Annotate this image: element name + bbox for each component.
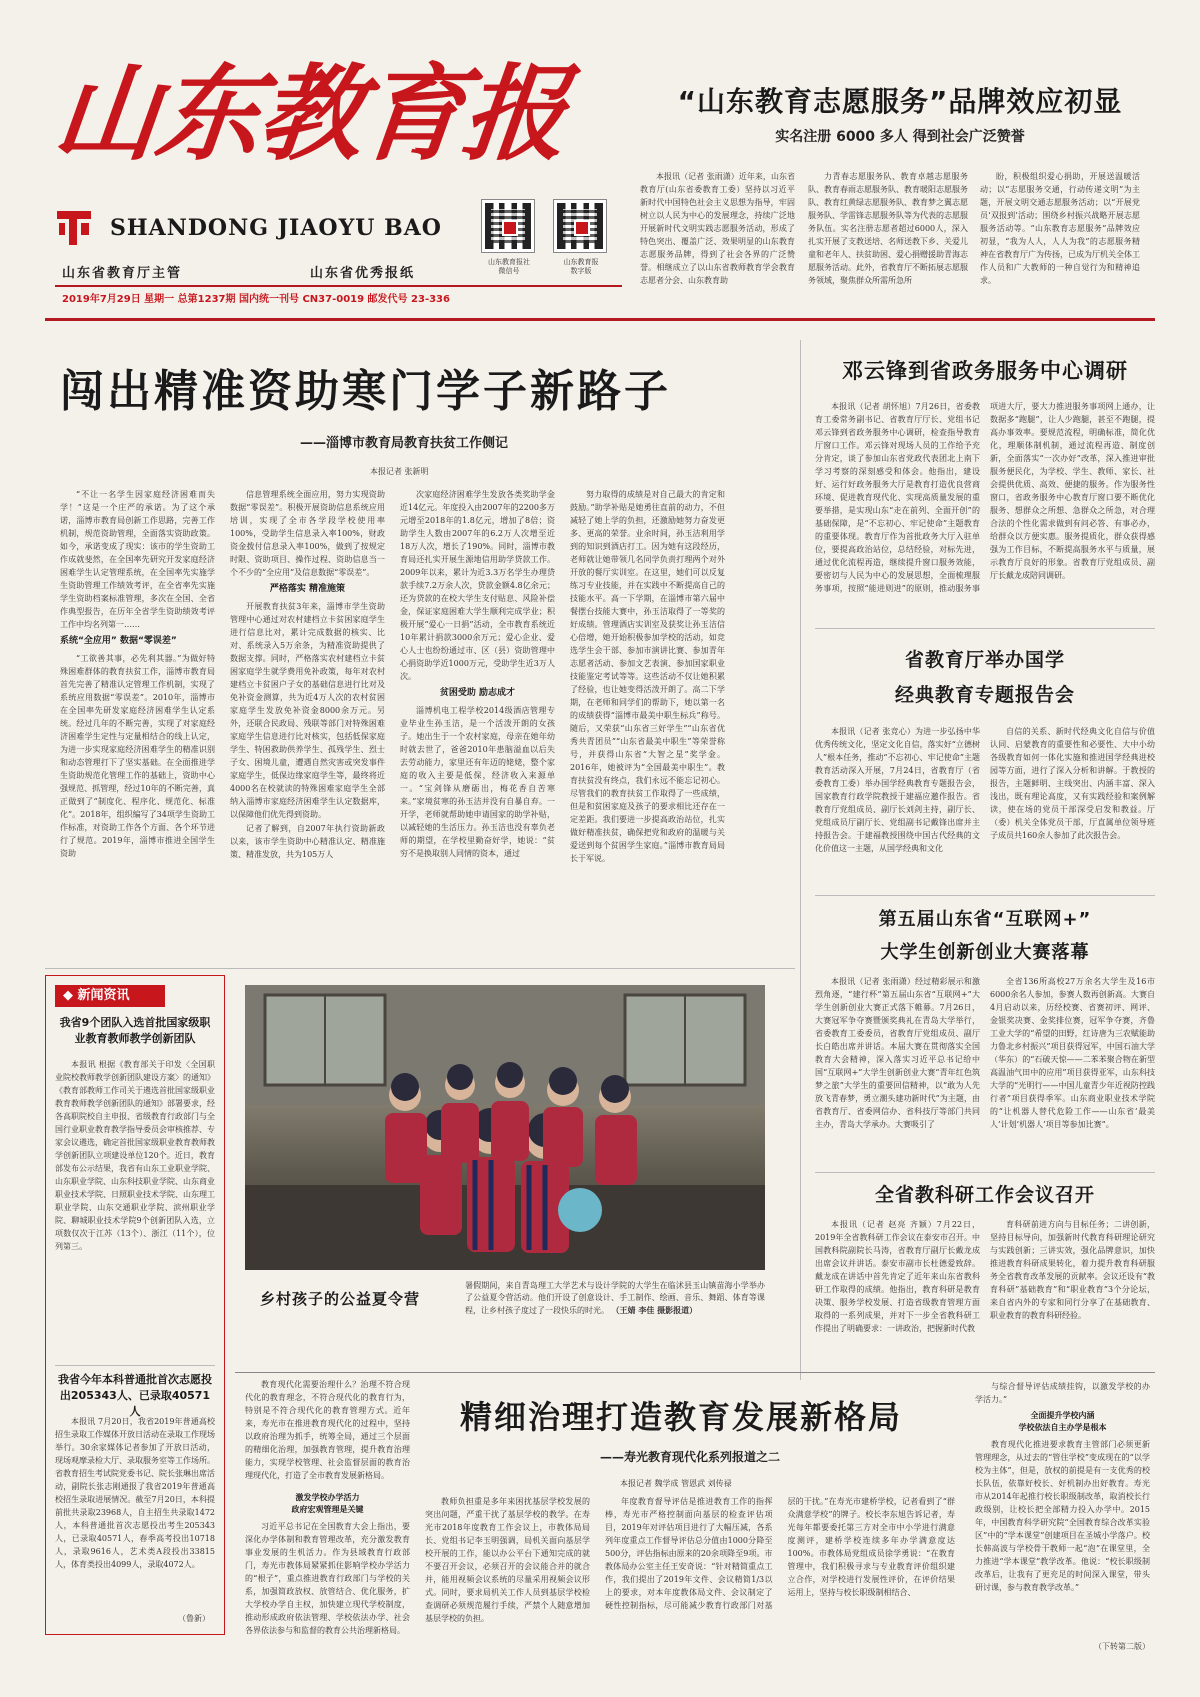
report-meeting-title-1: 省教育厅举办国学: [904, 649, 1065, 671]
news-brief-text-2: 本报讯 7月20日，我省2019年普通高校招生录取工作媒体开放日活动在录取工作现场举行。30余家媒体记者参加了开放日活动，现场观摩录检大厅、录取服务室等工作场所。省教育招生考试院党委书记、院长张琳出席活动，副院长张志刚通报了我省2019年普通高校招生录取进展情况。截至7月20日，本科提前批共录取23968人，自主招生共录取1472人，本科普通批首次志愿投出考生205343人，已录取40571人，春季高考投出10718人，录取9616人，艺术类A段投出33815人，体育类投出4099人，录取4072人。: [55, 1417, 215, 1569]
qr-code-digital[interactable]: [554, 200, 606, 252]
lead-col1: “不让一名学生因家庭经济困难而失学！”这是一个庄严的承诺。为了这个承诺，淄博市教育局创新工作思路，完善工作机制，规范资助管理，全面落实资助政策。如今，承诺变成了现实：该市的学生资助工作成就斐然，在全国率先研究开发家庭经济困难学生认定管理系统，在全国率先实施学生资助管理工作绩效考评，在全省率先实施学生资助档案标准管理，多次在全国、全省作典型报告，在历年全省学生资助绩效考评工作中均名列第一…… 系统“全应用” 数据“零误差” “工欲善其事，必先利其器。”为做好特殊困难群体的教育扶贫工作，淄博市教育局首先完善了精准认定管理工作机制，实现了系统应用数据“零误差”。2010年，淄博市在全国率先研发家庭经济困难学生认定系统。经过几年的不断完善，实现了对家庭经济困难学生定性与定量相结合的线上认定，为进一步实现家庭经济困难学生的精准识别和动态管理打下了坚实基础。在全面推进学生资助规范化管理工作的基础上，资助中心强规范、抓管理，经过10年的不断完善，真正做到了“制度化、程序化、规范化、标准化”。2018年，组织编写了34项学生资助工作标准，对资助工作各个方面、各个环节进行了规范。2019年，淄博市推进全国学生资助: [60, 490, 215, 858]
bottom-col1: 习近平总书记在全国教育大会上指出，要深化办学体制和教育管理改革，充分激发教育事业发展的生机活力。作为县域教育行政部门，寿光市教体局紧紧抓住影响学校办学活力的“根子”，重点推进教育行政部门与学校的关系，加强简政放权、放管结合、优化服务，扩大学校办学自主权，加快建立现代学校制度，推动形成政府依法管理、学校依法办学、社会各界依法参与和监督的教育公共治理新格局。: [245, 1522, 410, 1635]
bottom-subhead-2: 全面提升学校内涵 学校依法自主办学是根本: [1018, 1411, 1107, 1432]
news-brief-text-1: 本报讯 根据《教育部关于印发〈全国职业院校教师教学创新团队建设方案〉的通知》《教育部教师工作司关于遴选首批国家级职业教育教师教学创新团队的通知》部署要求，经各高职院校自主申报、省级教育行政部门与全国行业职业教育教学指导委员会审核推荐、专家会议遴选，确定首批国家级职业教育教师教学创新团队立项建设单位120个。近日，教育部发布公示结果，我省有山东工业职业学院、山东职业学院、山东科技职业学院、山东商业职业技术学院、日照职业技术学院、山东理工职业学院、山东交通职业学院、滨州职业学院、聊城职业技术学院9个创新团队入选，立项数仅次于江苏（13个）、浙江（11个），位列第三。: [55, 1060, 215, 1251]
bottom-subhead-1: 激发学校办学活力 政府宏观管理是关键: [291, 1493, 364, 1514]
photo-title: 乡村孩子的公益夏令营: [260, 1290, 421, 1308]
deng-body: 本报讯（记者 胡怀旭）7月26日，省委教育工委常务副书记、省教育厅厅长、党组书记邓云锋到省政务服务中心调研，检查指导教育厅窗口工作。邓云锋对现场人员的工作给予充分肯定，谈了参加山东省党政代表团北上南下学习考察的深刻感受和体会。他指出，建设好、运行好政务服务大厅是教育打造优良营商环境、促进教育现代化、实现高质量发展的重要举措，是实现山东“走在前列、全面开创”的基础保障，是“不忘初心、牢记使命”主题教育的重要体现。教育厅作为首批政务大厅入驻单位，要提高政治站位，总结经验，对标先进，通过优化流程再造，继续提升窗口服务效能，要密切与人民为中心的发展思想，全面梳理服务事项，按照“能进则进”的原则，推动服务事项进大厅，要大力推进服务事项网上通办，让数据多“跑腿”，让人少跑腿，甚至不跑腿，提高办事效率。要规范流程，明确标准，简化优化，理顺体制机制，通过流程再造、制度创新，全面落实“一次办好”改革，深入推进审批服务便民化，为学校、学生、教师、家长、社会提供优质、高效、便捷的服务。作为服务性窗口，省政务服务中心教育厅窗口要不断优化服务、想群众之所想、急群众之所急，对合理合法的个性化需求做到有问必答、有事必办，给群众以方便实惠。服务提质化，群众获得感强为工作目标，不断提高服务水平与质量，展示教育厅良好的形象。省教育厅党组成员、副厅长戴龙成陪同调研。: [815, 402, 1155, 593]
report-meeting-col2: 自信的关系、新时代经典文化自信与价值认同、启蒙教育的重要性和必要性、大中小幼各级教育如何一体化实施和推进国学经典进校园等方面，进行了深入分析和讲解。于教授的报告，主题鲜明、主线突出、内涵丰富、深入浅出，既有理论高度，又有实践经验和案例解读，使在场的党员干部深受启发和教益。厅（委）机关全体党员干部，厅直属单位领导班子成员共160余人参加了此次报告会。: [990, 727, 1155, 840]
photo-credit: （王婧 李佳 摄影报道）: [611, 1305, 698, 1315]
news-brief-title-2: 我省今年本科普通批首次志愿投出205343人、已录取40571人: [58, 1373, 212, 1418]
lead-subhead-1: 系统“全应用” 数据“零误差”: [60, 636, 177, 646]
lead-story-title: 闯出精准资助寒门学子新路子: [60, 366, 671, 417]
summer-camp-photo: [245, 985, 765, 1270]
report-meeting-title-2: 经典教育专题报告会: [894, 684, 1075, 706]
photo-illustration: [245, 985, 765, 1270]
news-brief-header-icon: ◆: [63, 988, 78, 1003]
news-brief-header-label: 新闻资讯: [77, 988, 130, 1003]
photo-caption: 暑假期间，来自青岛理工大学艺术与设计学院的大学生在临沭县玉山镇苗海小学举办了公益夏令营活动。他们开设了创意设计、手工制作、绘画、音乐、舞蹈、体育等课程，让乡村孩子度过了一段快乐的时光。 （王婧 李佳 摄影报道）: [465, 1281, 765, 1315]
news-brief-header: [55, 985, 165, 1007]
issue-line: 2019年7月29日 星期一 总第1237期 国内统一刊号 CN37-0019 邮发代号 23-336: [62, 294, 450, 305]
issue-bar-top-rule: [55, 285, 622, 287]
bottom-story-byline: 本报记者 魏学成 管恩武 刘传禄: [620, 1479, 732, 1488]
internet-plus-col2: 全省136所高校27万余名大学生及16市6000余名人参加，参赛人数再创新高。大赛自4月启动以来，历经校赛、省赛初评、网评、金银奖决赛、金奖排位赛，冠军争夺赛，齐鲁工业大学的“希望的田野，红诗唐为三农赋能助力鲁北乡村振兴”项目获得冠军，中国石油大学（华东）的“石破天惊——二苯苯聚合物在新型高温油气田中的应用”项目获得亚军，山东科技大学的“光明行——中国儿童青少年近视防控践行者”项目获得季军。山东商业职业技术学院的“让机器人替代危险工作——山东省‘最美人’计划‘机器人’项目等参加比赛”。: [990, 977, 1155, 1129]
masthead-title-cn: 山东教育报: [48, 52, 572, 175]
divider-news-brief: [55, 1365, 215, 1366]
bottom-col3: 年度教育督导评估是推进教育工作的指挥棒，寿光市严格控制面向基层的检查评估项目，2019年对评估项目进行了大幅压减，各系列年度重点工作督导评估总分值由1000分降至500分，评估指标由原来的20余项降至9项。市教体局办公室主任王安奇说：“针对精简重点工作，我们提出了2019年文件、会议精简1/3以上的要求，对本年度教体局文件、会议制定了硬性控制指标，尽可能减少教育行政部门对基层的干扰。”在寿光市建桥学校，记者看到了“群众满意学校”的牌子。校长李东旭告诉记者，寿光每年都要委托第三方对全市中小学进行满意度测评，建桥学校连续多年办学满意度达100%。市教体局党组成员徐学勇说：“在教育管理中，我们积极寻求与专业教育评价组织建立合作，对学校进行发展性评价，在评价结果运用上，坚持与校长职级制相结合、: [605, 1497, 955, 1610]
internet-plus-col1: 本报讯（记者 张雨潇）经过精彩展示和激烈角逐，“建行杯”第五届山东省“互联网+”大学生创新创业大赛正式落下帷幕。7月26日，大赛冠军争夺赛暨颁奖典礼在青岛大学举行，省委教育工委委员，省教育厅党组成员、副厅长白皓出席并讲话。本届大赛在贯彻落实全国教育大会精神，深入落实习近平总书记给中国“互联网+”大学生创新创业大赛“青年红色筑梦之旅”大学生的重要回信精神，以“敢为人先放飞青春梦，勇立潮头建功新时代”为主题，由省教育厅、省委网信办、省科技厅等部门共同主办，青岛大学承办。大赛吸引了: [815, 977, 980, 1129]
top-story-col1: 本报讯（记者 张雨潇）近年来，山东省教育厅(山东省委教育工委）坚持以习近平新时代中国特色社会主义思想为指导，牢固树立以人民为中心的发展理念，持续广泛地开展新时代文明实践志愿服务活动，形成了特色突出、覆盖广泛、效果明显的山东教育志愿服务品牌，得到了社会各界的广泛赞誉。相继成立了以山东省教师教育学会教育志愿者分会、山东教育助: [640, 172, 795, 285]
top-story-title: “山东教育志愿服务”品牌效应初显: [677, 85, 1123, 118]
bottom-col4: 与综合督导评估成绩挂钩，以激发学校的办学活力。” 全面提升学校内涵 学校依法自主办学是根本 教育现代化推进要求教育主管部门必须更新管理理念，从过去的“管住学校”变成现在的“以学校为主体”，但是，放权的前提是有一支优秀的校长队伍，依靠好校长、好机制办出好教育。寿光市从2014年起推行校长职级制改革，取消校长行政级别，让校长把全部精力投入办学中。2015年，中国教育科学研究院“全国教育综合改革实验区”中的“学本课堂”创建项目在圣城小学落户。校长韩高波与学校骨干教师一起“泡”在课堂里，全力推进“学本课堂”教学改革。他说：“校长职级制改革后，让我有了更充足的时间深入课堂，带头研讨课，参与教育教学改革。”: [975, 1382, 1150, 1592]
sponsor-label: 山东省教育厅主管: [62, 266, 183, 281]
divider-deng: [815, 628, 1155, 629]
divider-lead-bottom: [45, 968, 795, 969]
lead-subhead-2: 严格落实 精准施策: [269, 584, 346, 594]
internet-plus-title-2: 大学生创新创业大赛落幕: [880, 942, 1090, 963]
lead-col3: 次家庭经济困难学生发放各类奖助学金近14亿元。年度投入由2007年的2200多万元增至2018年的1.8亿元，增加了8倍；资助学生人数由2007年的6.2万人次增至近18万人次，增长了190%。同时，淄博市教育局还扎实开展生源地信用助学贷款工作。2009年以来，累计为近3.3万名学生办理贷款手续7.2万余人次，贷款金额4.8亿余元；还为贷款的在校大学生支付贴息、风险补偿金，保证家庭困难大学生顺利完成学业；积极开展“爱心一日捐”活动，全市教育系统近10年累计捐款3000余万元；爱心企业、爱心人士也纷纷通过市、区（县）资助管理中心捐资助学近1000万元，受助学生近3万人次。 贫困受助 励志成才 淄博机电工程学校2014级酒店管理专业毕业生孙玉洁，是一个活泼开朗的女孩子。她出生于一个农村家庭，母亲在她年幼时就去世了，爸爸2010年患脑溢血以后失去劳动能力，家里还有年迈的姥姥，整个家庭的收入主要是低保，经济收入来源单一。“宝剑锋从磨砺出，梅花香自苦寒来。”家境贫寒的孙玉洁并没有自暴自弃。一开学，老师就帮助她申请国家的助学补贴，以减轻她的生活压力。孙玉洁也没有辜负老师的期望，在学校里勤奋好学，她说：“贫穷不是换取别人同情的资本，通过: [400, 490, 555, 858]
masthead-title-en: SHANDONG JIAOYU BAO: [110, 215, 442, 241]
deng-title: 邓云锋到省政务服务中心调研: [842, 359, 1128, 383]
bottom-story-subtitle: ——寿光教育现代化系列报道之二: [600, 1450, 781, 1464]
lead-col2: 信息管理系统全面应用，努力实现资助数据“零误差”。积极开展资助信息系统应用培训，实现了全市各学段学校使用率100%，受助学生信息录入率100%，财政资金拨付信息录入率100%，做到了按规定时限、资助项目、操作过程、资助信息当一个不少的“全应用”及信息数据“零误差”。 严格落实 精准施策 开展教育扶贫3年来，淄博市学生资助管理中心通过对农村建档立卡贫困家庭学生进行信息比对，累计完成数据的核实、比对、系统录入5万余条，为精准资助提供了数据支撑。同时，严格落实农村建档立卡贫困家庭学生就学费用免补政策，每年对农村建档立卡贫困户子女的基础信息进行比对及免补资金测算，共为近4万人次的农村贫困家庭学生发放免补资金8000余万元。另外，还联合民政局、残联等部门对特殊困难家庭学生信息进行比对核实，包括低保家庭学生、特困救助供养学生、孤残学生、烈士子女、困境儿童，遭遇自然灾害或突发事件家庭学生，低保边缘家庭学生等，最终将近4000名在校就读的特殊困难家庭学生全部纳入淄博市家庭经济困难学生认定数据库，以保障他们优先得到资助。 记者了解到，自2007年执行资助新政以来，该市学生资助中心精准认定、精准施策、精准发放，共为105万人: [230, 490, 385, 859]
lead-story-byline: 本报记者 张新明: [370, 467, 429, 476]
page-header-rule: [45, 318, 1155, 321]
qr-code-wechat[interactable]: [482, 200, 534, 252]
research-title: 全省教科研工作会议召开: [874, 1184, 1095, 1206]
research-col1: 本报讯（记者 赵亮 齐颖）7月22日，2019年全省教科研工作会议在泰安市召开。中国教科院副院长马涛，省教育厅副厅长戴龙成出席会议并讲话。泰安市副市长杜德爱致辞。戴龙成在讲话中首先肯定了近年来山东省教科研工作取得的成绩。他指出，教育科研是教育决策、服务学校发展、打造省级教育管理方面取得的一系列成果，并对下一步全省教科研工作提出了明确要求：一讲政治，把握新时代教: [815, 1220, 980, 1333]
top-story-col2: 力青春志愿服务队、教育卓越志愿服务队、教育春雨志愿服务队、教育暖阳志愿服务队、教育红黄绿志愿服务队、教育梦之翼志愿服务队、学雷锋志愿服务队等为代表的志愿服务队伍。实名注册志愿者超过6000人，深入扎实开展了支教送培、名师送教下乡、关爱儿童和老年人、扶贫助困、爱心捐赠援助青海志愿服务活动。此外，省教育厅不断拓展志愿服务领域，聚焦群众所需所急所: [808, 172, 968, 285]
lead-story-subtitle: ——淄博市教育局教育扶贫工作侧记: [300, 436, 509, 451]
divider-internet: [815, 1172, 1155, 1173]
research-col2: 育科研前进方向与目标任务；二讲创新，坚持目标导向，加强新时代教育科研理论研究与实践创新；三讲实效，强化品牌意识，加快推进教育科研成果转化，着力提升教育科研服务全省教育改革发展的贡献率。会议还设有“教育科研”基础教育”和“职业教育”3个分论坛，来自省内外的专家和同行分享了在基础教育、职业教育的教育科研经验。: [990, 1220, 1155, 1320]
divider-bottom-story: [235, 1372, 1155, 1373]
lead-col4: 努力取得的成绩是对自己最大的肯定和鼓励。”助学补贴是她勇往直前的动力，不但减轻了她上学的负担，还激励她努力奋发更多、更高的荣誉。业余时间，孙玉洁利用学到的知识到酒店打工。因为她有这段经历，老师就让她带领几名同学负责打理两个对外开放的餐厅实训室。在这里，她们可以反复练习专业技能，并在实践中不断提高自己的技能水平。高一下学期，在淄博市第六届中餐摆台技能大赛中，孙玉洁取得了一等奖的好成绩。管理酒店实训室及获奖让孙玉洁信心倍增，她开始积极参加学校的活动，如竞选学生会干部、参加市演讲比赛、参加青年志愿者活动、参加文艺表演、参加国家职业技能鉴定考试等等。这些活动不仅让她积累了经验，也让她变得活泼开朗了。高二下学期，在老师和同学们的帮助下，她以第一名的成绩获得“淄博市最美中职生标兵”称号。随后，又荣获“山东省三好学生”“山东省优秀共青团员”“山东省最美中职生”等荣誉称号，并获得山东省“大智之星”奖学金。2016年，她被评为“全国最美中职生”。教育扶贫没有终点，我们永远不能忘记初心。尽管我们的教育扶贫工作取得了一些成绩，但是和贫困家庭及孩子的要求相比还存在一定差距。我们要进一步提高政治站位，扎实做好精准扶贫，确保把党和政府的温暖与关爱送到每个贫困学生家庭。”淄博市教育局局长于军说。: [570, 490, 725, 863]
honor-label: 山东省优秀报纸: [310, 266, 416, 281]
masthead-emblem-icon: [55, 205, 93, 247]
bottom-story-title: 精细治理打造教育发展新格局: [460, 1398, 903, 1436]
continued-note: （下转第二版）: [1094, 1642, 1150, 1651]
top-story-subtitle: 实名注册 6000 多人 得到社会广泛赞誉: [775, 129, 1025, 145]
qr-label-digital: 山东教育报 数字版: [563, 258, 599, 275]
bottom-lead: 教育现代化需要治理什么？治理不符合现代化的教育理念，不符合现代化的教育行为，特别是不符合现代化的教育管理方式。近年来，寿光市在推进教育现代化的过程中，坚持以政府治理为抓手，统筹全局，通过三个层面的精细化治理，加强教育管理，提升教育治理能力，实现学校管理、社会监督层面的教育治理现代化，打造了全市教育发展新格局。: [245, 1380, 410, 1480]
report-meeting-col1: 本报讯（记者 张竞心）为进一步弘扬中华优秀传统文化，坚定文化自信，落实好“立德树人”根本任务，推动“不忘初心、牢记使命”主题教育活动深入开展，7月24日，省教育厅（省委教育工委）举办国学经典教育专题报告会，国家教育行政学院教授于建福应邀作报告。省教育厅党组成员、副厅长刘剑主持，副厅长、党组成员厅副厅长、党组副书记戴锋出席并主持报告会。于建福教授围绕中国古代经典的文化价值这一主题，从国学经典和文化: [815, 727, 980, 853]
top-story-col3: 盼，积极组织爱心捐助，开展送温暖活动；以“志愿服务交通，行动传递文明”为主题，开展文明交通志愿服务活动；以“开展党员‘双报到’活动；围绕乡村振兴战略开展志愿服务活动等。“山东教育志愿服务”品牌效应初显，“我为人人，人人为我”的志愿服务精神在省教育厅广为传扬，已成为厅机关全体工作人员和广大教师的一种自觉行为和精神追求。: [980, 172, 1140, 285]
news-brief-title-1: 我省9个团队入选首批国家级职业教育教师教学创新团队: [59, 1016, 211, 1045]
internet-plus-title-1: 第五届山东省“互联网+”: [878, 909, 1092, 930]
lead-subhead-3: 贫困受助 励志成才: [439, 688, 516, 698]
qr-label-wechat: 山东教育报社 微信号: [488, 258, 530, 275]
column-divider-main: [800, 340, 801, 1380]
divider-report: [815, 895, 1155, 896]
bottom-col2: 教师负担重是多年来困扰基层学校发展的突出问题，严重干扰了基层学校的教学。在寿光市2018年度教育工作会议上，市教体局局长、党组书记李玉明强调，局机关面向基层学校开展的工作，能以办公平台下通知完成的就不要召开会议，必须召开的会议能合并的就合并，能用视频会议系统的尽量采用视频会议形式。同时，要求局机关工作人员到基层学校检查调研必须规范履行手续，严禁个人随意增加基层学校的负担。: [425, 1497, 590, 1623]
news-brief-source: （鲁新）: [178, 1614, 210, 1623]
